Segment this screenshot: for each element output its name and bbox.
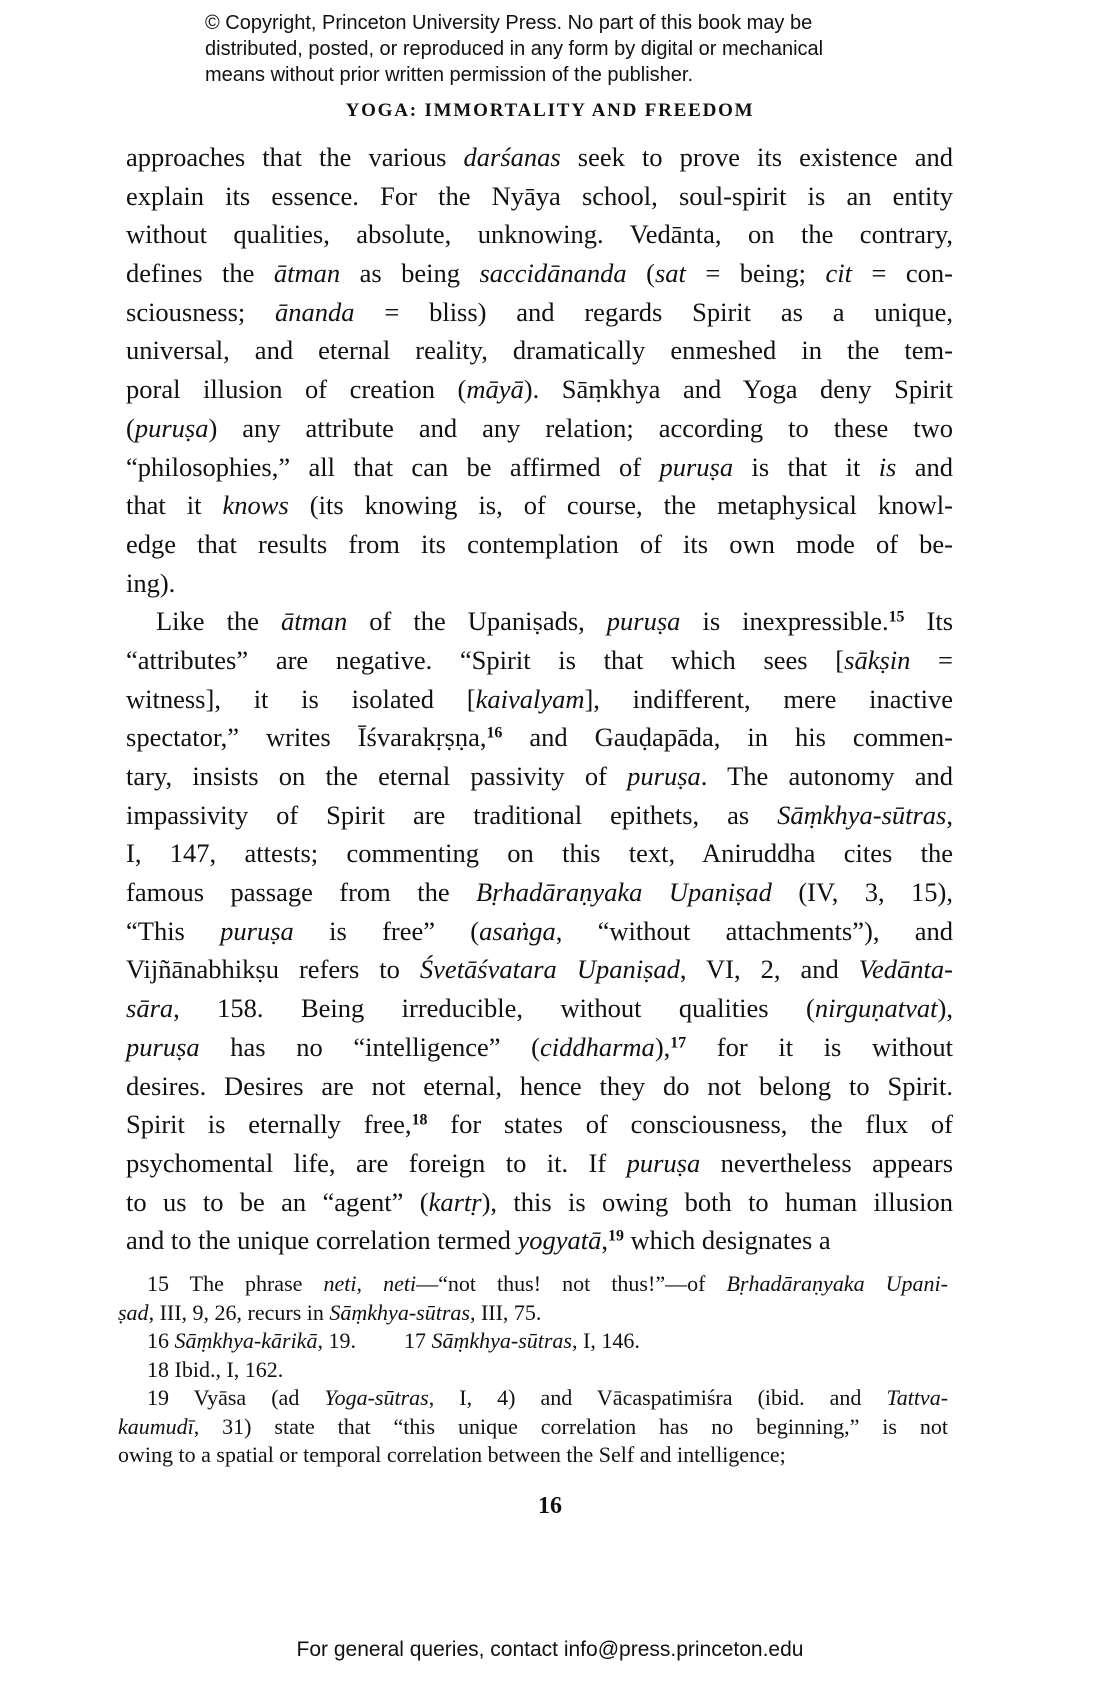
- italic-text: Śvetāśvatara Upaniṣad: [419, 954, 680, 985]
- italic-text: knows: [222, 490, 289, 521]
- footnote-line: [118, 1413, 948, 1442]
- text-segment: psychomental life, are foreign to it. If: [126, 1147, 627, 1178]
- text-line: [126, 1144, 953, 1183]
- copyright-line: distributed, posted, or reproduced in any form by digital or mechanical: [205, 38, 824, 60]
- body-text: [126, 138, 953, 1260]
- text-line: [126, 293, 953, 332]
- text-segment: , “without attachments”), and: [555, 915, 953, 946]
- text-line: [126, 680, 953, 719]
- text-segment: and Gauḍapāda, in his commen-: [502, 722, 954, 753]
- text-segment: ). Sāṃkhya and Yoga deny Spirit: [523, 374, 954, 405]
- text-segment: desires. Desires are not eternal, hence they do not belong to Spirit.: [126, 1070, 953, 1101]
- italic-text: sāra: [126, 993, 174, 1024]
- text-segment: ),: [654, 1031, 671, 1062]
- text-segment: is free” (: [293, 915, 480, 946]
- italic-text: is: [878, 451, 897, 482]
- text-segment: witness], it is isolated [: [126, 683, 476, 714]
- text-segment: ), this is owing both to human illusion: [481, 1186, 954, 1217]
- text-segment: “philosophies,” all that can be affirmed of: [126, 451, 660, 482]
- text-line: [126, 370, 953, 409]
- text-line: [126, 331, 953, 370]
- text-segment: 16: [147, 1328, 175, 1353]
- italic-text: puruṣa: [134, 412, 209, 443]
- italic-text: puruṣa: [627, 761, 701, 791]
- text-segment: ),: [937, 993, 953, 1024]
- italic-text: puruṣa: [220, 915, 294, 946]
- text-line: [126, 486, 953, 525]
- contact-footer: For general queries, contact info@press.princeton.edu: [296, 1638, 804, 1661]
- text-segment: ing).: [126, 567, 176, 598]
- text-segment: , III, 75.: [469, 1299, 542, 1325]
- italic-text: Vedānta-: [858, 954, 953, 985]
- text-segment: , I, 4) and Vācaspatimiśra (ibid. and: [428, 1385, 887, 1410]
- text-line: [126, 912, 953, 951]
- text-line: [126, 138, 953, 177]
- italic-text: ṣad: [118, 1299, 149, 1325]
- text-segment: of the Upaniṣads,: [347, 606, 607, 637]
- text-segment: (its knowing is, of course, the metaphysical knowl-: [288, 490, 953, 521]
- text-line: [126, 1105, 953, 1144]
- text-segment: owing to a spatial or temporal correlation between the Self and intelligence;: [118, 1442, 786, 1467]
- italic-text: asaṅga: [479, 915, 556, 946]
- footnotes: [118, 1270, 948, 1470]
- italic-text: ātman: [273, 258, 341, 289]
- footnote-reference: 18: [411, 1111, 428, 1129]
- text-segment: ], indifferent, mere inactive: [584, 683, 953, 714]
- italic-text: Yoga-sūtras: [324, 1385, 429, 1410]
- text-line: [126, 254, 953, 293]
- text-line: [126, 1221, 953, 1260]
- text-segment: seek to prove its existence and: [560, 142, 954, 172]
- text-segment: edge that results from its contemplation of its own mode of be-: [126, 528, 953, 559]
- italic-text: ciddharma: [539, 1031, 655, 1062]
- text-segment: is inexpressible.: [680, 606, 889, 637]
- italic-text: puruṣa: [606, 606, 681, 637]
- text-line: [126, 1028, 953, 1067]
- text-line: [126, 409, 953, 448]
- text-line: [126, 525, 953, 564]
- text-segment: = being;: [685, 258, 826, 289]
- text-segment: “This: [126, 915, 221, 946]
- italic-text: neti: [323, 1271, 357, 1296]
- italic-text: Bṛhadāraṇyaka Upaniṣad: [476, 877, 772, 908]
- text-segment: I, 147, attests; commenting on this text, Aniruddha cites the: [126, 838, 953, 869]
- footnote-reference: 16: [486, 724, 503, 742]
- italic-text: darśanas: [463, 142, 561, 172]
- text-segment: that it: [126, 490, 223, 521]
- text-segment: Spirit is eternally free,: [126, 1109, 412, 1140]
- text-segment: poral illusion of creation (: [126, 374, 467, 405]
- text-segment: , 31) state that “this unique correlation has no beginning,” is not: [193, 1413, 948, 1439]
- text-line: [126, 602, 953, 641]
- text-segment: to us to be an “agent” (: [126, 1186, 429, 1217]
- text-segment: spectator,” writes Īśvarakṛṣṇa,: [126, 722, 487, 753]
- text-segment: 17: [403, 1328, 432, 1353]
- text-segment: has no “intelligence” (: [199, 1031, 540, 1062]
- italic-text: Sāṃkhya-sūtras: [777, 799, 947, 830]
- text-line: [126, 448, 953, 487]
- text-segment: “attributes” are negative. “Spirit is that which sees [: [126, 644, 845, 675]
- italic-text: Bṛhadāraṇyaka Upani-: [726, 1271, 949, 1296]
- text-segment: Vijñānabhikṣu refers to: [126, 954, 420, 985]
- text-segment: 15 The phrase: [147, 1271, 324, 1296]
- italic-text: neti: [383, 1271, 417, 1296]
- text-segment: and to the unique correlation termed: [126, 1225, 518, 1256]
- text-segment: , I, 146.: [572, 1328, 640, 1353]
- text-segment: 18 Ibid., I, 162.: [147, 1356, 284, 1382]
- italic-text: kartṛ: [428, 1186, 482, 1217]
- text-segment: universal, and eternal reality, dramatically enmeshed in the tem-: [126, 335, 953, 366]
- text-segment: =: [910, 644, 953, 675]
- italic-text: puruṣa: [626, 1147, 701, 1178]
- text-line: [126, 1067, 953, 1106]
- italic-text: māyā: [466, 374, 524, 405]
- text-segment: ,: [601, 1225, 608, 1256]
- text-segment: sciousness;: [126, 296, 276, 327]
- italic-text: yogyatā: [517, 1225, 602, 1256]
- italic-text: cit: [825, 258, 853, 289]
- footnote-reference: 17: [670, 1034, 687, 1052]
- text-line: [126, 215, 953, 254]
- text-line: [126, 834, 953, 873]
- italic-text: sat: [654, 258, 686, 289]
- text-segment: , III, 9, 26, recurs in: [148, 1299, 330, 1325]
- footnote-reference: 19: [608, 1227, 624, 1245]
- text-segment: (: [126, 412, 135, 443]
- text-segment: —“not thus! not thus!”—of: [416, 1271, 727, 1296]
- text-line: [126, 718, 953, 757]
- footnote-line: [118, 1441, 948, 1470]
- text-segment: impassivity of Spirit are traditional epithets, as: [126, 799, 778, 830]
- text-segment: nevertheless appears: [700, 1147, 954, 1178]
- text-line: [126, 796, 953, 835]
- text-segment: without qualities, absolute, unknowing. Vedānta, on the contrary,: [126, 219, 953, 250]
- text-line: [126, 1183, 953, 1222]
- copyright-notice: [205, 10, 823, 88]
- italic-text: Sāṃkhya-kārikā: [174, 1328, 318, 1353]
- footnote-line: [118, 1356, 948, 1385]
- text-segment: tary, insists on the eternal passivity of: [126, 761, 628, 791]
- running-head: YOGA: IMMORTALITY AND FREEDOM: [345, 100, 755, 121]
- text-segment: famous passage from the: [126, 877, 477, 908]
- text-segment: ) any attribute and any relation; according to these two: [208, 412, 953, 443]
- text-segment: Like the: [156, 606, 281, 637]
- text-segment: . The autonomy and: [700, 761, 953, 791]
- text-segment: for states of consciousness, the flux of: [427, 1109, 953, 1140]
- text-segment: ,: [946, 799, 953, 830]
- footnote-line: [118, 1384, 948, 1413]
- italic-text: ātman: [280, 606, 348, 637]
- footnote-reference: 15: [888, 608, 905, 626]
- text-line: [126, 177, 953, 216]
- italic-text: puruṣa: [659, 451, 734, 482]
- text-segment: and: [896, 451, 953, 482]
- footnote-line: [118, 1299, 948, 1328]
- copyright-line: © Copyright, Princeton University Press. No part of this book may be: [205, 12, 813, 34]
- italic-text: puruṣa: [126, 1031, 200, 1062]
- text-segment: for it is without: [686, 1031, 953, 1062]
- text-line: [126, 757, 953, 796]
- italic-text: sākṣin: [844, 644, 911, 675]
- italic-text: kaivalyam: [475, 683, 585, 714]
- text-line: [126, 641, 953, 680]
- text-line: [126, 564, 953, 603]
- text-segment: as being: [340, 258, 480, 289]
- footnote-line: [118, 1327, 948, 1356]
- text-segment: , VI, 2, and: [679, 954, 859, 985]
- text-segment: which designates a: [623, 1225, 831, 1256]
- text-segment: = bliss) and regards Spirit as a unique,: [354, 296, 953, 327]
- italic-text: Tattva-: [886, 1385, 949, 1410]
- text-segment: Its: [904, 606, 954, 637]
- italic-text: Sāṃkhya-sūtras: [431, 1328, 572, 1353]
- copyright-line: means without prior written permission of the publisher.: [205, 64, 694, 86]
- text-line: [126, 873, 953, 912]
- text-segment: ,: [356, 1271, 384, 1296]
- italic-text: ānanda: [275, 296, 355, 327]
- footnote-line: [118, 1270, 948, 1299]
- italic-text: kaumudī: [118, 1413, 194, 1439]
- text-segment: approaches that the various: [126, 142, 464, 172]
- text-segment: , 19.: [317, 1328, 356, 1353]
- text-segment: , 158. Being irreducible, without qualities (: [173, 993, 815, 1024]
- italic-text: nirguṇatvat: [814, 993, 938, 1024]
- text-segment: defines the: [126, 258, 274, 289]
- text-segment: (IV, 3, 15),: [771, 877, 954, 908]
- text-segment: (: [626, 258, 655, 289]
- italic-text: Sāṃkhya-sūtras: [329, 1299, 470, 1325]
- text-line: [126, 989, 953, 1028]
- text-segment: is that it: [733, 451, 879, 482]
- text-line: [126, 950, 953, 989]
- italic-text: saccidānanda: [479, 258, 627, 289]
- text-segment: 19 Vyāsa (ad: [147, 1385, 325, 1410]
- page-number: 16: [538, 1493, 562, 1519]
- text-segment: explain its essence. For the Nyāya school, soul-spirit is an entity: [126, 180, 953, 211]
- text-segment: = con-: [852, 258, 953, 289]
